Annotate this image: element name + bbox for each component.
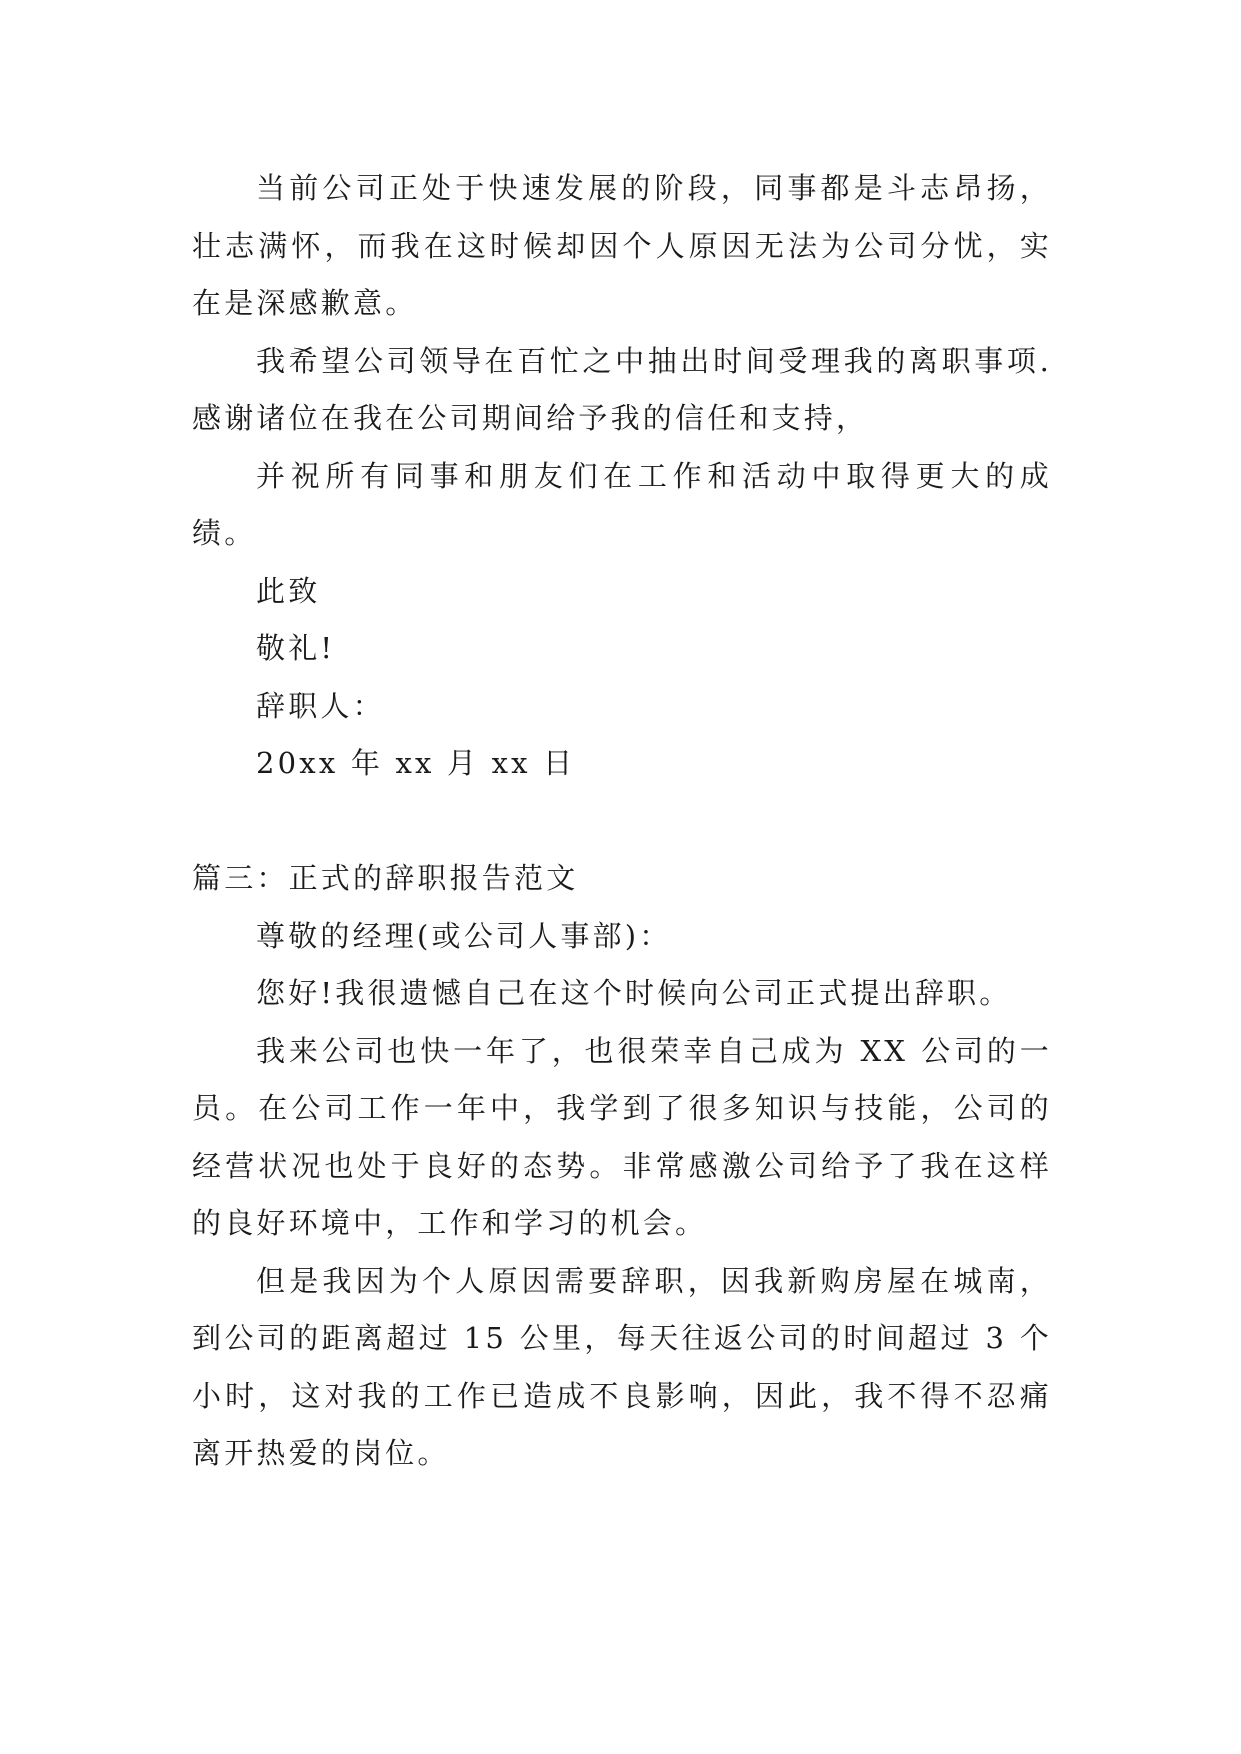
signature-label: 辞职人： bbox=[256, 688, 385, 723]
document-body bbox=[192, 160, 1052, 1483]
paragraph-company-development: 当前公司正处于快速发展的阶段，同事都是斗志昂扬，壮志满怀，而我在这时候却因个人原因无法为公司分忧，实在是深感歉意。 bbox=[192, 171, 1052, 320]
paragraph-resignation-request: 我希望公司领导在百忙之中抽出时间受理我的离职事项. 感谢诸位在我在公司期间给予我的信任和支持， bbox=[192, 343, 1052, 435]
letter-opening: 您好!我很遗憾自己在这个时候向公司正式提出辞职。 bbox=[256, 976, 1012, 1010]
letter-greeting: 尊敬的经理(或公司人事部)： bbox=[256, 918, 672, 953]
closing-respect: 敬礼! bbox=[256, 631, 336, 665]
letter-body-gratitude: 我来公司也快一年了，也很荣幸自己成为 XX 公司的一员。在公司工作一年中，我学到了很多知识与技能，公司的经营状况也处于良好的态势。非常感激公司给予了我在这样的良好环境中，工作和学习的机会。 bbox=[192, 1033, 1052, 1240]
section-spacer bbox=[192, 793, 1052, 851]
paragraph-best-wishes: 并祝所有同事和朋友们在工作和活动中取得更大的成绩。 bbox=[192, 458, 1052, 550]
letter-body-reason: 但是我因为个人原因需要辞职，因我新购房屋在城南，到公司的距离超过 15 公里，每天往返公司的时间超过 3 个小时，这对我的工作已造成不良影响，因此，我不得不忍痛离开热爱的岗位。 bbox=[192, 1263, 1052, 1470]
section-title: 篇三：正式的辞职报告范文 bbox=[192, 861, 579, 895]
signature-date: 20xx 年 xx 月 xx 日 bbox=[256, 746, 576, 780]
closing-salutation: 此致 bbox=[256, 573, 321, 608]
